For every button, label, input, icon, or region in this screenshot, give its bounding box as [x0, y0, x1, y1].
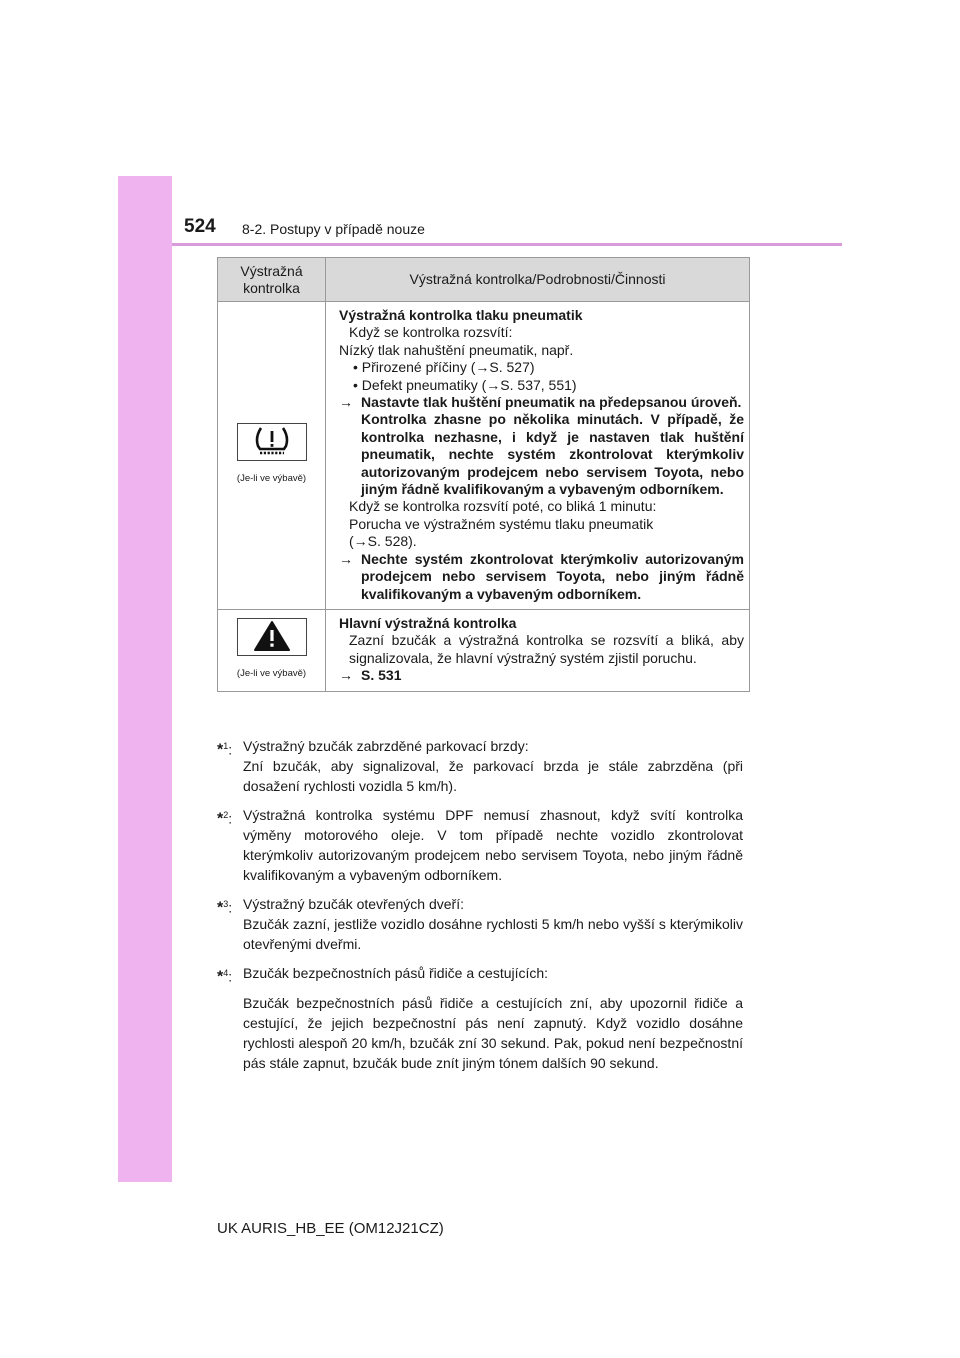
master-warning-description: Zazní bzučák a výstražná kontrolka se rozsvítí a bliká, aby signalizovala, že hlavní výstražný systém zjistil poruchu.: [349, 632, 744, 666]
chapter-sidebar-tab: [118, 176, 172, 1182]
action-have-checked: → Nechte systém zkontrolovat kterýmkoliv autorizovaným prodejcem nebo servisem Toyota, nebo jiným řádně kvalifikovaným a vybaveným odborníkem.: [339, 550, 744, 602]
master-warning-icon: [237, 618, 307, 656]
footnotes: [217, 736, 743, 1082]
arrow-icon: →: [339, 550, 353, 567]
availability-note: (Je-li ve výbavě): [236, 473, 307, 485]
arrow-icon: →: [475, 359, 490, 376]
section-title: 8-2. Postupy v případě nouze: [242, 221, 425, 237]
master-warning-ref: → S. 531: [339, 667, 402, 684]
details-cell: [326, 302, 750, 610]
malfunction-text: Porucha ve výstražném systému tlaku pneumatik: [349, 515, 654, 532]
details-cell: [326, 609, 750, 691]
header-rule: [172, 243, 842, 246]
col-header-light: Výstražná kontrolka: [218, 258, 326, 302]
icon-cell: [218, 609, 326, 691]
arrow-icon: →: [353, 533, 368, 550]
bullet-flat-tire: • Defekt pneumatiky (→S. 537, 551): [353, 376, 577, 393]
model-code-footer: UK AURIS_HB_EE (OM12J21CZ): [217, 1220, 444, 1237]
arrow-icon: →: [486, 376, 501, 393]
col-header-details: Výstražná kontrolka/Podrobnosti/Činnosti: [326, 258, 750, 302]
icon-cell: [218, 302, 326, 610]
availability-note: (Je-li ve výbavě): [236, 668, 307, 680]
table-header-row: [218, 258, 750, 302]
page-number: 524: [184, 216, 216, 237]
action-adjust-pressure: → Nastavte tlak huštění pneumatik na předepsanou úroveň.: [339, 394, 742, 411]
bullet-natural-causes: • Přirozené příčiny (→S. 527): [353, 359, 535, 376]
footnote-2: *$^2$: Výstražná kontrolka systému DPF nemusí zhasnout, když svítí kontrolka výměny motorového oleje. V tom případě nechte vozidlo zkontrolovat kterýmkoliv autorizovaným prodejcem nebo servisem Toyota, nebo jiným řádně kvalifikovaným a vybaveným odborníkem.: [217, 807, 743, 883]
table-row: [218, 609, 750, 691]
footnote-1: *$^1$: Výstražný bzučák zabrzděné parkovací brzdy: Zní bzučák, aby signalizoval, že parkovací brzda je stále zabrzděna (při dosažení rychlosti vozidla 5 km/h).: [217, 738, 743, 794]
arrow-icon: →: [339, 394, 353, 411]
row-title: Výstražná kontrolka tlaku pneumatik: [339, 307, 583, 323]
malfunction-ref: (→S. 528).: [349, 533, 417, 550]
arrow-icon: →: [339, 667, 353, 684]
warning-light-table: [217, 257, 750, 692]
tire-pressure-warning-icon: [237, 423, 307, 461]
footnote-4: *$^4$: Bzučák bezpečnostních pásů řidiče a cestujících: Bzučák bezpečnostních pásů řidiče a cestujících zní, aby upozornil řidiče a cestující, že jejich bezpečnostní pás není zapnutý. Když vozidlo dosáhne rychlosti alespoň 20 km/h, bzučák zní 30 sekund. Pak, pokud není bezpečnostní pás stále zapnut, bzučák bude znít jiným tónem dalších 90 sekund.: [217, 965, 743, 1071]
table-row: [218, 302, 750, 610]
action-detail: Kontrolka zhasne po několika minutách. V případě, že kontrolka nezhasne, i když je nastaven tlak huštění pneumatik, nechte systém zkontrolovat kterýmkoliv autorizovaným prodejcem nebo servisem Toyota, nebo jiným řádně kvalifikovaným a vybaveným odborníkem.: [361, 411, 744, 498]
when-blink-text: Když se kontrolka rozsvítí poté, co bliká 1 minutu:: [349, 498, 657, 515]
when-on-text: Když se kontrolka rozsvítí:: [349, 324, 513, 341]
footnote-3: *$^3$: Výstražný bzučák otevřených dveří: Bzučák zazní, jestliže vozidlo dosáhne rychlosti 5 km/h nebo vyšší s kterýmikoliv otevřenými dveřmi.: [217, 896, 743, 952]
low-pressure-text: Nízký tlak nahuštění pneumatik, např.: [339, 341, 574, 358]
row-title: Hlavní výstražná kontrolka: [339, 614, 517, 631]
